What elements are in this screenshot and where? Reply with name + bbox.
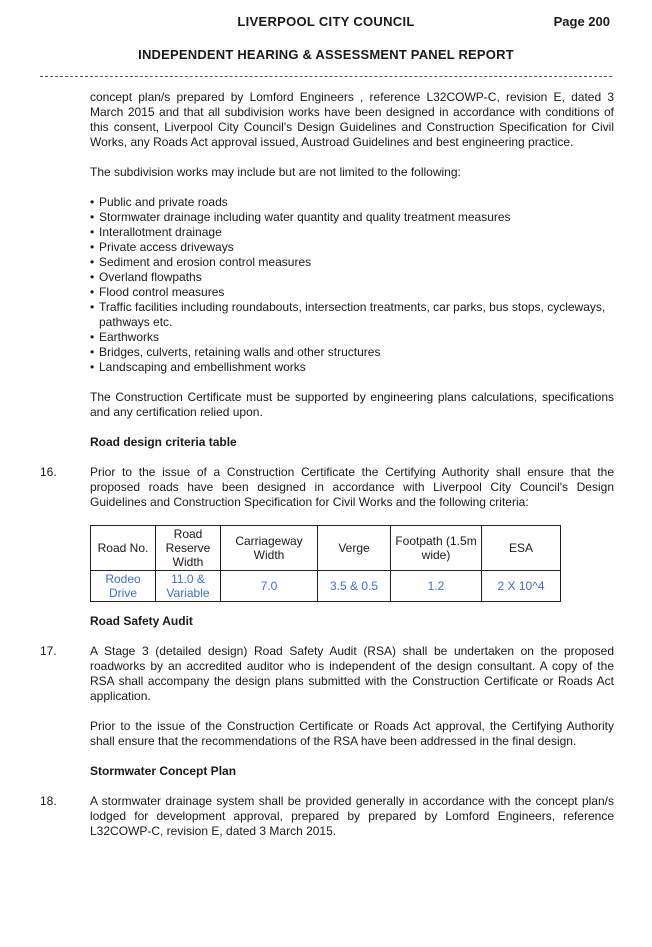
table-row [91,571,561,602]
condition-18 [40,794,614,839]
table-header-cell: Road Reserve Width [156,526,221,571]
condition-number: 17. [40,644,57,658]
table-header-cell: ESA [482,526,561,571]
list-item: • Public and private roads [90,195,614,210]
table-header-cell: Footpath (1.5m wide) [391,526,482,571]
list-item: • Overland flowpaths [90,270,614,285]
intro-paragraph: concept plan/s prepared by Lomford Engineers , reference L32COWP-C, revision E, dated 3 March 2015 and that all subdivision works have been designed in accordance with conditions of this consent, Liverpool City Council's Design Guidelines and Construction Specification for Civil Works, any Roads Act approval issued, Austroad Guidelines and best engineering practice. [90,90,614,149]
document-body [40,90,614,839]
list-item: • Traffic facilities including roundabouts, intersection treatments, car parks, bus stops, cycleways, pathways etc. [90,300,614,330]
condition-17 [40,644,614,704]
stormwater-heading: Stormwater Concept Plan [90,764,237,778]
works-list [40,195,614,375]
report-title: INDEPENDENT HEARING & ASSESSMENT PANEL REPORT [138,47,514,62]
table-header-cell: Verge [318,526,391,571]
list-item: • Interallotment drainage [90,225,614,240]
table-cell: 1.2 [391,571,482,602]
header-divider [40,76,612,77]
list-item: • Private access driveways [90,240,614,255]
list-item: • Landscaping and embellishment works [90,360,614,375]
road-criteria-table [90,525,561,602]
table-cell: 3.5 & 0.5 [318,571,391,602]
road-design-heading: Road design criteria table [90,435,237,449]
table-header-row [91,526,561,571]
list-item: • Flood control measures [90,285,614,300]
condition-text: A Stage 3 (detailed design) Road Safety Audit (RSA) shall be undertaken on the proposed roadworks by an accredited auditor who is independent of the design consultant. A copy of the RSA shall accompany the design plans submitted with the Construction Certificate or Roads Act application. [90,644,614,703]
table-cell: 2 X 10^4 [482,571,561,602]
table-cell: 11.0 & Variable [156,571,221,602]
council-name: LIVERPOOL CITY COUNCIL [237,14,415,29]
condition-number: 16. [40,465,57,479]
rsa-heading: Road Safety Audit [90,614,193,628]
list-item: • Bridges, culverts, retaining walls and other structures [90,345,614,360]
condition-text: Prior to the issue of a Construction Certificate the Certifying Authority shall ensure that the proposed roads have been designed in accordance with Liverpool City Council's Design Guidelines and Construction Specification for Civil Works and the following criteria: [90,465,614,509]
condition-text: A stormwater drainage system shall be provided generally in accordance with the concept plan/s lodged for development approval, prepared by prepared by Lomford Engineers, reference L32COWP-C, revision E, dated 3 March 2015. [90,794,614,838]
table-header-cell: Carriageway Width [221,526,318,571]
table-header-cell: Road No. [91,526,156,571]
list-item: • Sediment and erosion control measures [90,255,614,270]
table-cell: Rodeo Drive [91,571,156,602]
condition-17-paragraph-2: Prior to the issue of the Construction Certificate or Roads Act approval, the Certifying Authority shall ensure that the recommendations of the RSA have been addressed in the final design. [90,719,614,748]
table-cell: 7.0 [221,571,318,602]
page-number: Page 200 [553,14,610,29]
cc-paragraph: The Construction Certificate must be supported by engineering plans calculations, specifications and any certification relied upon. [90,390,614,419]
works-intro: The subdivision works may include but are not limited to the following: [90,165,461,179]
condition-number: 18. [40,794,57,808]
list-item: • Stormwater drainage including water quantity and quality treatment measures [90,210,614,225]
condition-16 [40,465,614,510]
list-item: • Earthworks [90,330,614,345]
